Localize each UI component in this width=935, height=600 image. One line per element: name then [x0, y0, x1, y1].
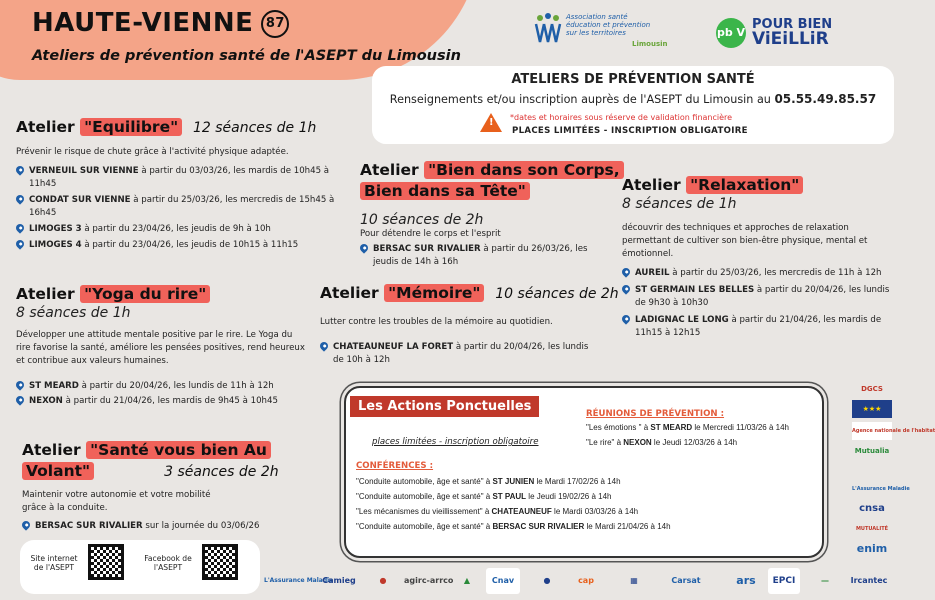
asept-logo-icon — [532, 12, 564, 46]
asso-line-2: éducation et prévention — [566, 21, 651, 29]
anah-logo: Agence nationale de l'habitat — [852, 422, 892, 440]
epci-logo: EPCI — [768, 568, 800, 594]
partner-logos — [264, 566, 894, 596]
facebook-label: Facebook de l'ASEPT — [144, 554, 192, 572]
location-item: BERSAC SUR RIVALIER à partir du 26/03/26, les jeudis de 14h à 16h — [360, 243, 590, 269]
mutualite-logo: MUTUALITÉ — [855, 526, 889, 532]
location-item: CONDAT SUR VIENNE à partir du 25/03/26, les mercredis de 15h45 à 16h45 — [16, 194, 336, 220]
atelier-desc: Pour détendre le corps et l'esprit — [360, 229, 501, 239]
qr-codes-box — [20, 540, 260, 594]
phone-number[interactable]: 05.55.49.85.57 — [774, 92, 877, 106]
atelier-name-2: Volant" — [22, 462, 94, 480]
asso-line-3: sur les territoires — [566, 29, 626, 37]
atelier-relaxation — [622, 176, 892, 340]
atelier-prefix: Atelier — [320, 284, 379, 302]
location-pin-icon — [14, 238, 25, 249]
reunions-section — [586, 409, 789, 447]
atelier-sessions: 8 séances de 1h — [622, 196, 737, 212]
facebook-qr-code[interactable] — [202, 544, 238, 580]
atelier-prefix: Atelier — [16, 285, 75, 303]
atelier-prefix: Atelier — [16, 118, 75, 136]
atelier-prefix: Atelier — [360, 161, 419, 179]
location-pin-icon — [620, 313, 631, 324]
pbv-line-1: POUR BIEN — [752, 17, 833, 32]
pbv-logo-icon: pb V — [716, 18, 746, 48]
atelier-name: "Relaxation" — [686, 176, 803, 194]
atelier-desc: découvrir des techniques et approches de relaxation permettant de cultiver son bien-être physique, mental et émotionnel. — [622, 223, 868, 259]
department-badge: 87 — [261, 10, 289, 38]
location-item: BERSAC SUR RIVALIER sur la journée du 03/06/26 — [22, 520, 322, 533]
assurance-maladie-logo: L'Assurance Maladie — [264, 577, 334, 584]
partner-logo: — — [821, 576, 829, 585]
location-pin-icon — [14, 379, 25, 390]
atelier-equilibre — [16, 118, 336, 252]
asso-line-1: Association santé — [566, 13, 628, 21]
conference-item: "Conduite automobile, âge et santé" à BERSAC SUR RIVALIER le Mardi 21/04/26 à 14h — [356, 522, 671, 531]
location-pin-icon — [14, 164, 25, 175]
location-item: VERNEUIL SUR VIENNE à partir du 03/03/26, les mardis de 10h45 à 11h45 — [16, 165, 336, 191]
partner-logo: ▲ — [463, 576, 471, 585]
atelier-corps — [360, 160, 620, 269]
conference-item: "Conduite automobile, âge et santé" à ST PAUL le Jeudi 19/02/26 à 14h — [356, 492, 612, 501]
atelier-desc: Maintenir votre autonomie et votre mobilité grâce à la conduite. — [22, 490, 211, 513]
atelier-desc: Développer une attitude mentale positive par le rire. Le Yoga du rire favorise la santé, améliore les pensées positives, rend heureux et contribue aux valeurs humaines. — [16, 330, 305, 366]
location-pin-icon — [620, 283, 631, 294]
location-item: NEXON à partir du 21/04/26, les mardis de 9h45 à 10h45 — [16, 395, 316, 408]
location-pin-icon — [14, 394, 25, 405]
atelier-sante-volant — [22, 440, 322, 533]
camieg-logo: Camieg — [322, 576, 356, 585]
partner-logo: ● — [379, 576, 387, 585]
location-item: LIMOGES 4 à partir du 23/04/26, les jeudis de 10h15 à 11h15 — [16, 239, 336, 252]
cnsa-logo: cnsa — [859, 503, 885, 514]
side-partner-logos — [852, 380, 935, 566]
enim-logo: enim — [856, 542, 888, 555]
partner-logo: ▦ — [630, 576, 638, 585]
website-qr-code[interactable] — [88, 544, 124, 580]
reunion-item: "Le rire" à NEXON le Jeudi 12/03/26 à 14h — [586, 438, 738, 447]
assurance-maladie-side-logo: L'Assurance Maladie — [852, 486, 910, 492]
atelier-name: "Mémoire" — [384, 284, 484, 302]
page-title: HAUTE-VIENNE 87 — [32, 8, 289, 38]
atelier-name-1: "Santé vous bien Au — [86, 441, 271, 459]
location-item: ST GERMAIN LES BELLES à partir du 20/04/26, les lundis de 9h30 à 10h30 — [622, 284, 892, 310]
info-box — [372, 66, 894, 144]
location-item: CHATEAUNEUF LA FORET à partir du 20/04/26, les lundis de 10h à 12h — [320, 341, 590, 367]
location-list — [622, 267, 892, 340]
mutualia-logo: Mutualia — [854, 447, 890, 455]
actions-ponctuelles-limited: places limitées - inscription obligatoire — [372, 437, 539, 447]
atelier-prefix: Atelier — [622, 176, 681, 194]
asso-region: Limousin — [632, 40, 668, 48]
atelier-sessions: 3 séances de 2h — [164, 464, 279, 480]
agirc-arrco-logo: agirc-arrco — [404, 576, 454, 585]
atelier-desc: Prévenir le risque de chute grâce à l'activité physique adaptée. — [16, 147, 289, 157]
conferences-header: CONFÉRENCES : — [356, 461, 434, 471]
atelier-desc: Lutter contre les troubles de la mémoire au quotidien. — [320, 317, 553, 327]
location-list — [16, 165, 336, 252]
atelier-yoga — [16, 285, 316, 408]
atelier-name-2: Bien dans sa Tête" — [360, 182, 530, 200]
reunion-item: "Les émotions " à ST MEARD le Mercredi 11/03/26 à 14h — [586, 423, 789, 432]
location-item: LIMOGES 3 à partir du 23/04/26, les jeudis de 9h à 10h — [16, 223, 336, 236]
location-pin-icon — [318, 340, 329, 351]
location-item: AUREIL à partir du 25/03/26, les mercredis de 11h à 12h — [622, 267, 892, 280]
atelier-name: "Equilibre" — [80, 118, 182, 136]
dgcs-logo: DGCS — [861, 385, 883, 393]
atelier-name: "Yoga du rire" — [80, 285, 210, 303]
page-subtitle: Ateliers de prévention santé de l'ASEPT du Limousin — [32, 48, 461, 64]
atelier-prefix: Atelier — [22, 441, 81, 459]
location-pin-icon — [358, 242, 369, 253]
location-pin-icon — [14, 193, 25, 204]
atelier-name-1: "Bien dans son Corps, — [424, 161, 624, 179]
cap-logo: cap — [578, 576, 594, 585]
site-label: Site internet de l'ASEPT — [30, 554, 78, 572]
location-list — [16, 380, 316, 408]
atelier-sessions: 10 séances de 2h — [360, 212, 484, 228]
partner-logo: ● — [543, 576, 551, 585]
cnav-logo: Cnav — [486, 568, 520, 594]
conferences-section — [356, 461, 671, 531]
info-note: *dates et horaires sous réserve de validation financière — [510, 113, 733, 122]
actions-ponctuelles-title: Les Actions Ponctuelles — [350, 396, 539, 417]
atelier-sessions: 8 séances de 1h — [16, 305, 131, 321]
ircantec-logo: Ircantec — [850, 576, 888, 585]
conference-item: "Les mécanismes du vieillissement" à CHATEAUNEUF le Mardi 03/03/26 à 14h — [356, 507, 639, 516]
location-pin-icon — [20, 519, 31, 530]
location-pin-icon — [14, 222, 25, 233]
atelier-memoire — [320, 284, 620, 367]
info-contact: Renseignements et/ou inscription auprès de l'ASEPT du Limousin au 05.55.49.85.57 — [389, 92, 877, 106]
info-title: ATELIERS DE PRÉVENTION SANTÉ — [511, 72, 755, 87]
warning-icon: ! — [480, 113, 502, 132]
info-warning: PLACES LIMITÉES - INSCRIPTION OBLIGATOIRE — [512, 126, 748, 136]
atelier-sessions: 10 séances de 2h — [495, 286, 619, 302]
carsat-logo: Carsat — [671, 576, 701, 585]
conference-item: "Conduite automobile, âge et santé" à ST JUNIEN le Mardi 17/02/26 à 14h — [356, 477, 621, 486]
atelier-sessions: 12 séances de 1h — [192, 120, 317, 136]
location-item: LADIGNAC LE LONG à partir du 21/04/26, les mardis de 11h15 à 12h15 — [622, 314, 892, 340]
location-item: ST MEARD à partir du 20/04/26, les lundis de 11h à 12h — [16, 380, 316, 393]
ars-logo: ars — [736, 574, 756, 587]
reunions-header: RÉUNIONS DE PRÉVENTION : — [586, 409, 725, 419]
asept-logo — [532, 10, 682, 50]
pbv-line-2: ViEiLLiR — [752, 29, 829, 49]
eu-logo: ★★★ — [852, 400, 892, 418]
partner-logo — [852, 462, 892, 480]
location-pin-icon — [620, 266, 631, 277]
